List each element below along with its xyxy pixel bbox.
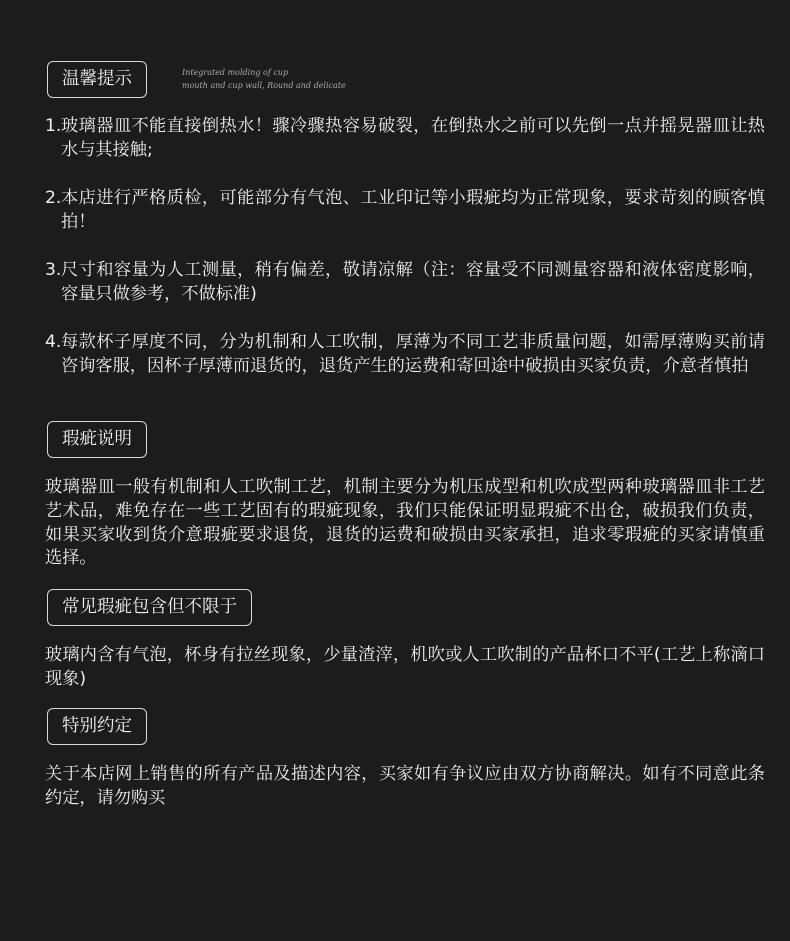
tip-number: 4. bbox=[45, 332, 62, 352]
tip-item-4 bbox=[45, 331, 765, 379]
tip-item-2 bbox=[45, 187, 765, 235]
tip-number: 1. bbox=[45, 116, 62, 136]
tip-number: 3. bbox=[45, 260, 62, 280]
tip-number: 2. bbox=[45, 188, 62, 208]
script-caption bbox=[182, 66, 346, 92]
tip-text: 玻璃器皿不能直接倒热水！骤冷骤热容易破裂，在倒热水之前可以先倒一点并摇晃器皿让热水与其接触; bbox=[61, 116, 765, 160]
defect-text: 玻璃器皿一般有机制和人工吹制工艺，机制主要分为机压成型和机吹成型两种玻璃器皿非工艺艺术品，难免存在一些工艺固有的瑕疵现象，我们只能保证明显瑕疵不出仓，破损我们负责，如果买家收到货介意瑕疵要求退货，退货的运费和破损由买家承担，追求零瑕疵的买家请慎重选择。 bbox=[45, 477, 765, 569]
tip-item-1 bbox=[45, 115, 765, 163]
tip-text: 每款杯子厚度不同，分为机制和人工吹制，厚薄为不同工艺非质量问题，如需厚薄购买前请咨询客服，因杯子厚薄而退货的，退货产生的运费和寄回途中破损由买家负责，介意者慎拍 bbox=[61, 332, 765, 376]
script-caption-line2: mouth and cup wall, Round and delicate bbox=[182, 81, 346, 90]
script-caption-line1: Integrated molding of cup bbox=[182, 68, 289, 77]
tip-item-3 bbox=[45, 259, 765, 307]
tips-heading: 温馨提示 bbox=[47, 61, 147, 98]
defect-heading: 瑕疵说明 bbox=[47, 421, 147, 458]
special-agreement-text: 关于本店网上销售的所有产品及描述内容，买家如有争议应由双方协商解决。如有不同意此条约定，请勿购买 bbox=[45, 764, 765, 808]
tip-text: 本店进行严格质检，可能部分有气泡、工业印记等小瑕疵均为正常现象，要求苛刻的顾客慎拍！ bbox=[61, 188, 765, 232]
common-defects-heading: 常见瑕疵包含但不限于 bbox=[47, 589, 252, 626]
tip-text: 尺寸和容量为人工测量，稍有偏差，敬请凉解（注：容量受不同测量容器和液体密度影响，容量只做参考，不做标准) bbox=[61, 260, 765, 304]
common-defects-text: 玻璃内含有气泡，杯身有拉丝现象，少量渣滓，机吹或人工吹制的产品杯口不平(工艺上称滴口现象) bbox=[45, 645, 765, 689]
special-agreement-heading: 特别约定 bbox=[47, 708, 147, 745]
